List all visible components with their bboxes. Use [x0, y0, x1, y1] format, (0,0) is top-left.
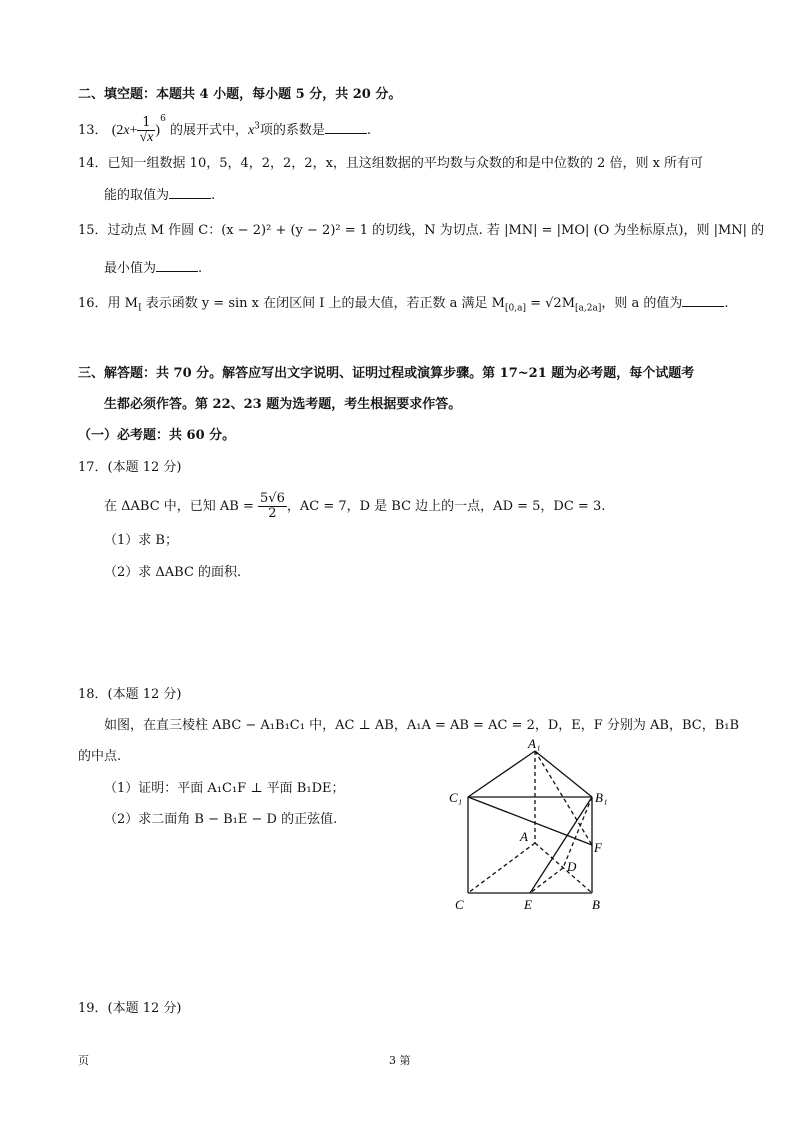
q13-power: 6 — [160, 113, 166, 124]
label-a: A — [520, 829, 528, 844]
q16-text-d: ，则 a 的值为 — [601, 296, 683, 311]
q13-expr-open: (2 — [111, 123, 124, 138]
question-14-line-1 — [78, 155, 703, 173]
q13-x3: x — [247, 123, 255, 138]
question-16 — [78, 294, 729, 318]
q16-text-c: = √2M — [525, 296, 576, 311]
q13-tail-text: 项的系数是 — [259, 123, 325, 138]
label-f: F — [594, 840, 602, 855]
section-3-title-line-2: 生都必须作答。第 22、23 题为选考题，考生根据要求作答。 — [104, 397, 462, 412]
q17-header: 17．(本题 12 分) — [78, 460, 182, 475]
q18-part-1: （1）证明：平面 A₁C₁F ⊥ 平面 B₁DE； — [104, 781, 345, 796]
q17-part-1: （1）求 B； — [104, 533, 178, 548]
q17-text-b: ，AC = 7，D 是 BC 边上的一点，AD = 5，DC = 3. — [286, 499, 606, 514]
edge-a1-b1 — [535, 751, 592, 797]
q14-line-2: 能的取值为 — [104, 188, 170, 203]
label-a1: A₁ — [528, 736, 541, 751]
q18-header: 18．(本题 12 分) — [78, 687, 182, 702]
footer-page-number: 3 第 — [389, 1054, 411, 1067]
q19-header: 19．(本题 12 分) — [78, 1001, 182, 1016]
q14-end: . — [211, 188, 216, 203]
q15-number: 15． — [78, 223, 108, 238]
q13-answer-blank[interactable] — [325, 121, 367, 134]
q15-end: . — [198, 261, 203, 276]
q13-expr-close: ) — [155, 123, 161, 138]
q13-expr-x: x — [123, 123, 130, 138]
label-b1: B₁ — [595, 790, 608, 805]
q14-number: 14． — [78, 156, 108, 171]
q17-text-a: 在 ΔABC 中，已知 AB = — [104, 499, 254, 514]
segment-e-b1 — [530, 797, 592, 893]
q16-text-a: 用 M — [107, 296, 138, 311]
segment-a1-f — [535, 751, 592, 845]
q13-mid-text: 的展开式中， — [169, 123, 248, 138]
q14-line-1: 已知一组数据 10，5，4，2，2，2，x，且这组数据的平均数与众数的和是中位数的 2 倍，则 x 所有可 — [107, 156, 704, 171]
q13-end: . — [366, 123, 372, 138]
label-c1: C₁ — [449, 790, 463, 805]
q17-statement — [104, 492, 605, 521]
edge-c1-a1 — [468, 751, 535, 797]
q13-frac-num: 1 — [137, 116, 155, 131]
q17-frac-den: 2 — [268, 506, 277, 521]
q17-part-2: （2）求 ΔABC 的面积. — [104, 565, 242, 580]
q14-answer-blank[interactable] — [169, 186, 211, 199]
q18-line-1: 如图，在直三棱柱 ABC − A₁B₁C₁ 中，AC ⊥ AB，A₁A = AB = AC = 2，D，E，F 分别为 AB，BC，B₁B — [104, 718, 740, 733]
prism-figure — [440, 735, 640, 915]
label-c: C — [455, 897, 464, 912]
q16-sub-i: I — [138, 303, 142, 314]
q13-fraction — [137, 116, 155, 145]
q15-line-1: 过动点 M 作圆 C：(x − 2)² + (y − 2)² = 1 的切线，N 为切点. 若 |MN| = |MO| (O 为坐标原点)，则 |MN| 的 — [107, 223, 765, 238]
edge-a-c — [468, 843, 535, 893]
q17-frac-num: 5√6 — [260, 491, 285, 506]
q13-expr-plus: + — [129, 123, 138, 138]
q16-number: 16． — [78, 296, 108, 311]
question-14-line-2 — [104, 186, 215, 205]
segment-d-e — [530, 868, 563, 893]
q15-answer-blank[interactable] — [156, 259, 198, 272]
q16-end: . — [724, 296, 729, 311]
section-3-title-line-1: 三、解答题：共 70 分。解答应写出文字说明、证明过程或演算步骤。第 17~21 题为必考题，每个试题考 — [78, 366, 695, 381]
label-e: E — [524, 897, 532, 912]
q16-text-b: 表示函数 y = sin x 在闭区间 I 上的最大值，若正数 a 满足 M — [141, 296, 505, 311]
q13-frac-den: √x — [139, 130, 154, 145]
question-15-line-2 — [104, 259, 202, 278]
q15-line-2: 最小值为 — [104, 261, 157, 276]
q16-sub-1: [0,a] — [505, 303, 526, 314]
edge-a-b — [535, 843, 592, 893]
q13-number: 13． — [78, 123, 108, 138]
q16-answer-blank[interactable] — [682, 294, 724, 307]
label-b: B — [592, 897, 600, 912]
question-13 — [78, 113, 372, 145]
label-d: D — [567, 859, 577, 874]
section-3-subtitle: （一）必考题：共 60 分。 — [78, 428, 236, 443]
q17-fraction — [258, 492, 287, 521]
q18-part-2: （2）求二面角 B − B₁E − D 的正弦值. — [104, 812, 338, 827]
q18-line-2: 的中点. — [78, 749, 122, 764]
q16-sub-2: [a,2a] — [575, 303, 602, 314]
footer-left: 页 — [78, 1054, 89, 1067]
segment-c1-f — [468, 797, 592, 845]
question-15-line-1 — [78, 222, 764, 240]
segment-b1-d — [563, 797, 592, 868]
q13-x3-power: 3 — [254, 121, 260, 132]
section-2-title: 二、填空题：本题共 4 小题，每小题 5 分，共 20 分。 — [78, 87, 402, 102]
